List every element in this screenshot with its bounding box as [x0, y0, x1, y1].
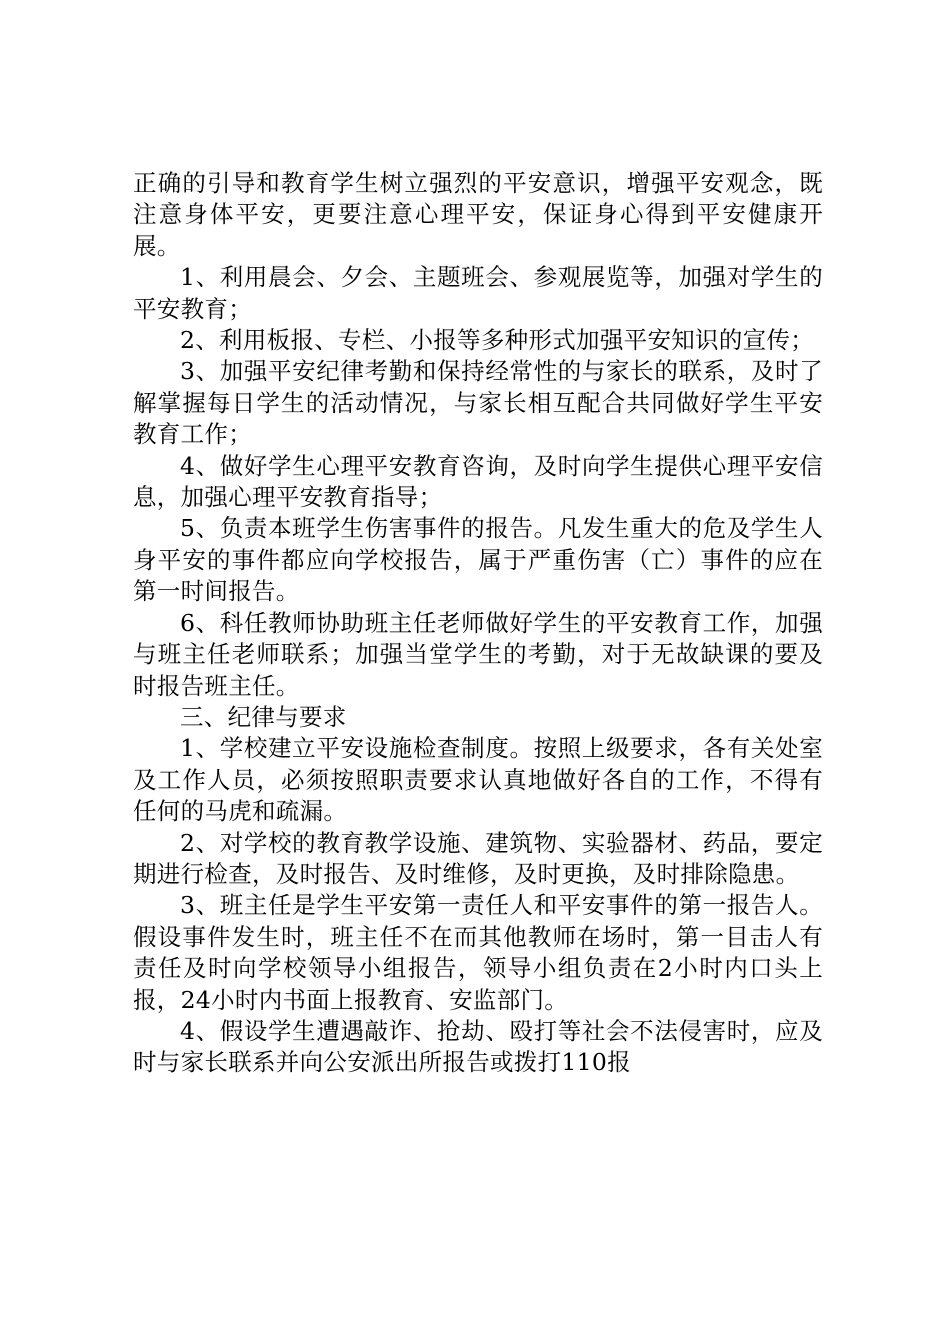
section-heading-discipline: 三、纪律与要求	[180, 702, 347, 731]
paragraph-rule-3: 3、班主任是学生平安第一责任人和平安事件的第一报告人。假设事件发生时，班主任不在而其他教师在场时，第一目击人有责任及时向学校领导小组报告，领导小组负责在2小时内口头上报，24小时内书面上报教育、安监部门。	[133, 891, 823, 1014]
document-body	[133, 168, 823, 1079]
paragraph-item-1: 1、利用晨会、夕会、主题班会、参观展览等，加强对学生的平安教育；	[133, 263, 823, 323]
paragraph-item-2: 2、利用板报、专栏、小报等多种形式加强平安知识的宣传；	[180, 326, 815, 355]
paragraph-item-5: 5、负责本班学生伤害事件的报告。凡发生重大的危及学生人身平安的事件都应向学校报告，属于严重伤害（亡）事件的应在第一时间报告。	[133, 514, 823, 606]
paragraph-item-6: 6、科任教师协助班主任老师做好学生的平安教育工作，加强与班主任老师联系；加强当堂学生的考勤，对于无故缺课的要及时报告班主任。	[133, 608, 823, 700]
paragraph-intro: 正确的引导和教育学生树立强烈的平安意识，增强平安观念，既注意身体平安，更要注意心理平安，保证身心得到平安健康开展。	[133, 169, 823, 260]
paragraph-rule-2: 2、对学校的教育教学设施、建筑物、实验器材、药品，要定期进行检查，及时报告、及时维修，及时更换，及时排除隐患。	[133, 828, 823, 888]
paragraph-rule-1: 1、学校建立平安设施检查制度。按照上级要求，各有关处室及工作人员，必须按照职责要求认真地做好各自的工作，不得有任何的马虎和疏漏。	[133, 734, 823, 826]
paragraph-rule-4: 4、假设学生遭遇敲诈、抢劫、殴打等社会不法侵害时，应及时与家长联系并向公安派出所报告或拨打110报	[133, 1016, 823, 1077]
paragraph-item-3: 3、加强平安纪律考勤和保持经常性的与家长的联系，及时了解掌握每日学生的活动情况，与家长相互配合共同做好学生平安教育工作；	[133, 357, 823, 449]
paragraph-item-4: 4、做好学生心理平安教育咨询，及时向学生提供心理平安信息，加强心理平安教育指导；	[133, 451, 823, 512]
